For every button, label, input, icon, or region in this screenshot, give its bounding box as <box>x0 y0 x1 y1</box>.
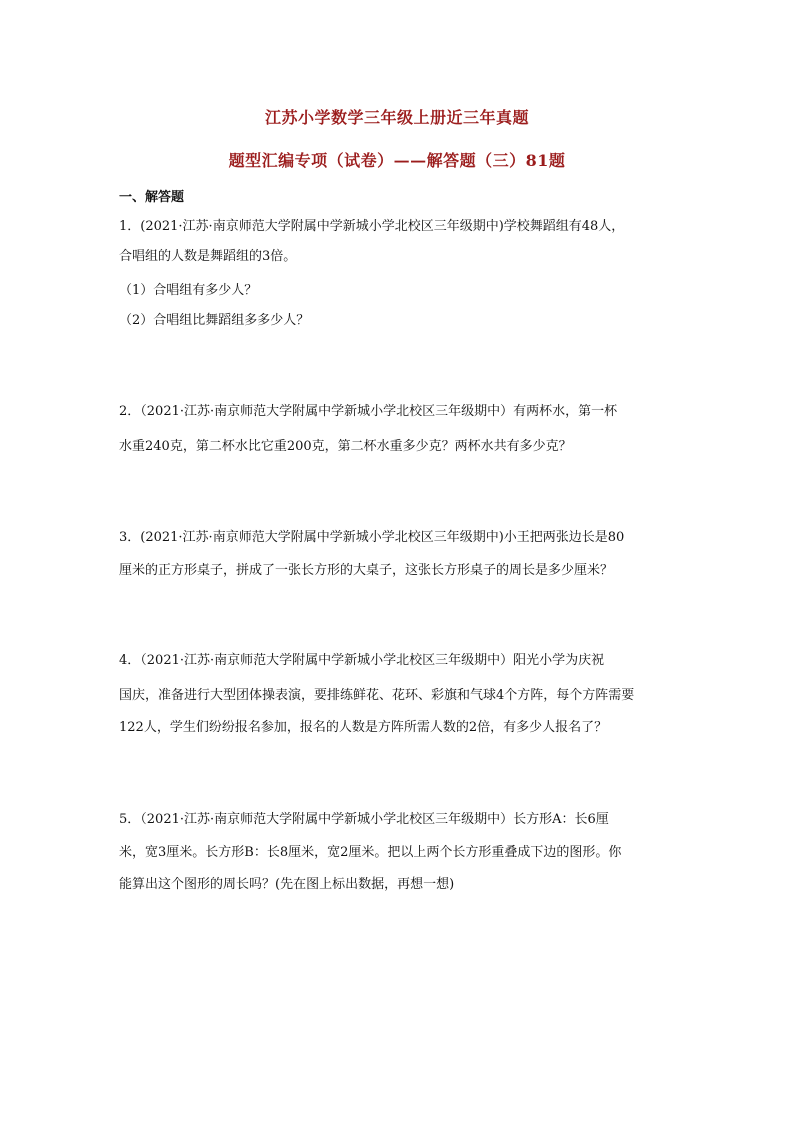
question-3-line-1: 3．(2021·江苏·南京师范大学附属中学新城小学北校区三年级期中)小王把两张边长是80 <box>119 530 625 545</box>
question-2-line-1: 2．（2021·江苏·南京师范大学附属中学新城小学北校区三年级期中）有两杯水，第一杯 <box>119 404 618 419</box>
section-heading: 一、解答题 <box>119 190 185 205</box>
question-5-line-3: 能算出这个图形的周长吗？(先在图上标出数据，再想一想) <box>119 877 455 892</box>
question-5-line-1: 5．（2021·江苏·南京师范大学附属中学新城小学北校区三年级期中）长方形A：长6厘 <box>119 812 609 827</box>
question-5-line-2: 米，宽3厘米。长方形B：长8厘米，宽2厘米。把以上两个长方形重叠成下边的图形。你 <box>119 845 622 860</box>
document-subtitle: 题型汇编专项（试卷）——解答题（三）81题 <box>228 151 566 170</box>
question-4-line-1: 4．（2021·江苏·南京师范大学附属中学新城小学北校区三年级期中）阳光小学为庆祝 <box>119 653 605 668</box>
question-4-line-3: 122人，学生们纷纷报名参加，报名的人数是方阵所需人数的2倍，有多少人报名了？ <box>119 720 608 735</box>
document-title: 江苏小学数学三年级上册近三年真题 <box>264 108 529 127</box>
question-1-line-2: 合唱组的人数是舞蹈组的3倍。 <box>119 249 297 264</box>
question-1-part-1: （1）合唱组有多少人？ <box>119 283 258 298</box>
question-2-line-2: 水重240克，第二杯水比它重200克，第二杯水重多少克？两杯水共有多少克？ <box>119 439 572 454</box>
question-1-line-1: 1．(2021·江苏·南京师范大学附属中学新城小学北校区三年级期中)学校舞蹈组有48人， <box>119 219 625 234</box>
question-4-line-2: 国庆，准备进行大型团体操表演，要排练鲜花、花环、彩旗和气球4个方阵，每个方阵需要 <box>119 688 635 703</box>
question-3-line-2: 厘米的正方形桌子，拼成了一张长方形的大桌子，这张长方形桌子的周长是多少厘米？ <box>119 563 614 578</box>
question-1-part-2: （2）合唱组比舞蹈组多多少人？ <box>119 313 310 328</box>
